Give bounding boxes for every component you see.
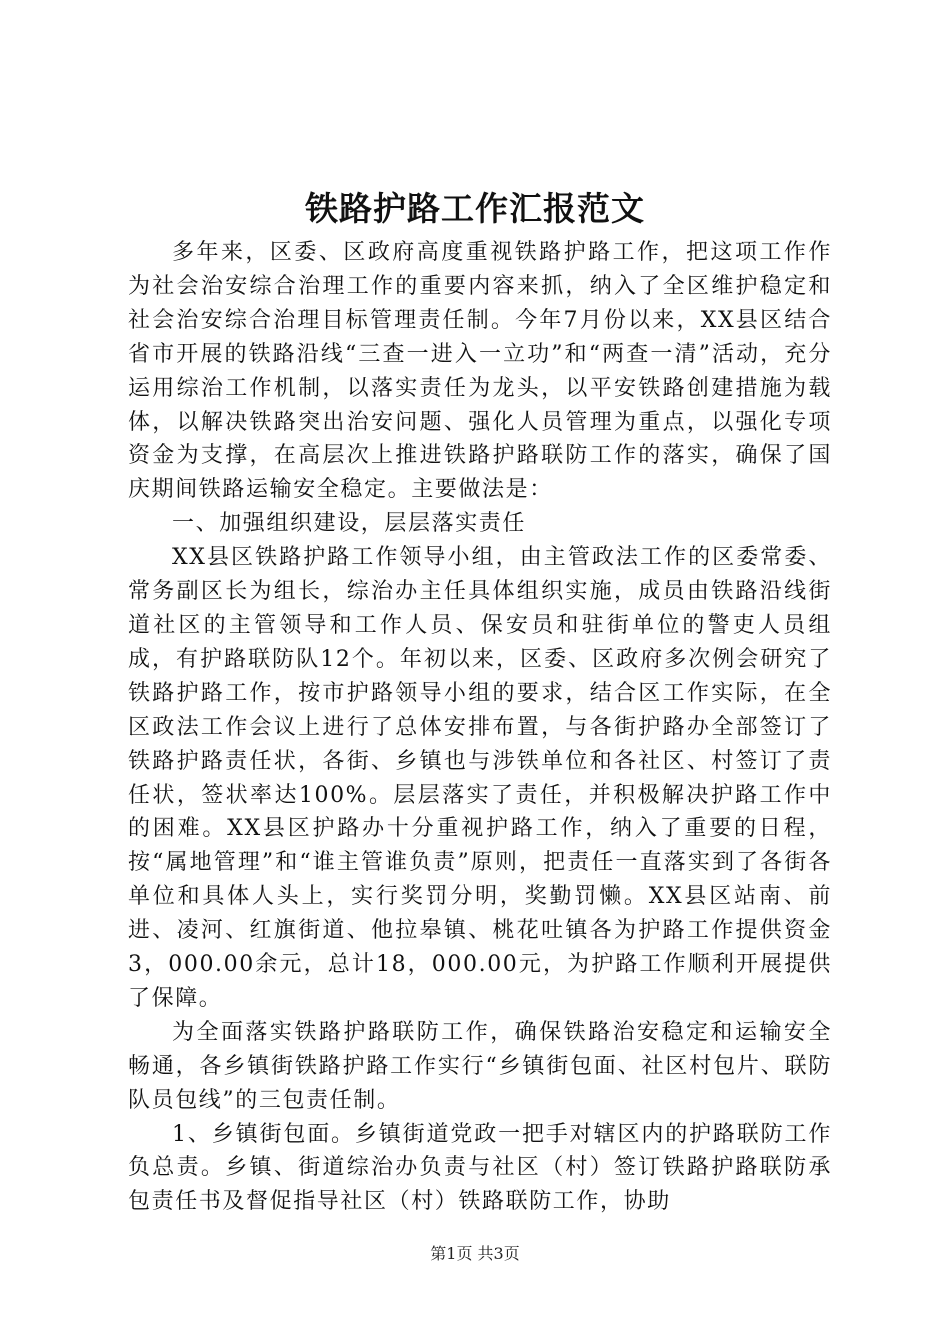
paragraph-intro: 多年来，区委、区政府高度重视铁路护路工作，把这项工作作为社会治安综合治理工作的重要内容来抓，纳入了全区维护稳定和社会治安综合治理目标管理责任制。今年7月份以来，XX县区结合省市开展的铁路沿线“三查一进入一立功”和“两查一清”活动，充分运用综治工作机制，以落实责任为龙头，以平安铁路创建措施为载体，以解决铁路突出治安问题、强化人员管理为重点，以强化专项资金为支撑，在高层次上推进铁路护路联防工作的落实，确保了国庆期间铁路运输安全稳定。主要做法是： xyxy=(128,240,832,503)
page-footer: 第1页 共3页 xyxy=(430,1244,520,1263)
document-body xyxy=(128,236,832,1219)
paragraph-responsibility-system: 为全面落实铁路护路联防工作，确保铁路治安稳定和运输安全畅通，各乡镇街铁路护路工作实行“乡镇街包面、社区村包片、联防队员包线”的三包责任制。 xyxy=(128,1019,832,1113)
paragraph-organization: XX县区铁路护路工作领导小组，由主管政法工作的区委常委、常务副区长为组长，综治办主任具体组织实施，成员由铁路沿线街道社区的主管领导和工作人员、保安员和驻街单位的警吏人员组成，有护路联防队12个。年初以来，区委、区政府多次例会研究了铁路护路工作，按市护路领导小组的要求，结合区工作实际，在全区政法工作会议上进行了总体安排布置，与各街护路办全部签订了铁路护路责任状，各街、乡镇也与涉铁单位和各社区、村签订了责任状，签状率达100%。层层落实了责任，并积极解决护路工作中的困难。XX县区护路办十分重视护路工作，纳入了重要的日程，按“属地管理”和“谁主管谁负责”原则，把责任一直落实到了各街各单位和具体人头上，实行奖罚分明，奖勤罚懒。XX县区站南、前进、凌河、红旗街道、他拉皋镇、桃花吐镇各为护路工作提供资金3，000.00余元，总计18，000.00元，为护路工作顺利开展提供了保障。 xyxy=(128,545,832,1011)
document-title: 铁路护路工作汇报范文 xyxy=(305,189,645,228)
section-heading-1: 一、加强组织建设，层层落实责任 xyxy=(172,511,527,537)
paragraph-township-coverage: 1、乡镇街包面。乡镇街道党政一把手对辖区内的护路联防工作负总责。乡镇、街道综治办负责与社区（村）签订铁路护路联防承包责任书及督促指导社区（村）铁路联防工作，协助 xyxy=(128,1121,832,1215)
